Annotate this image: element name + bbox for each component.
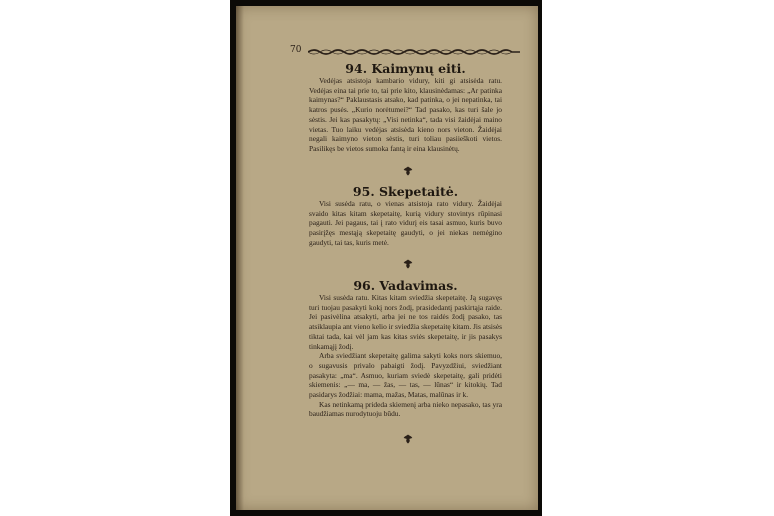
section-paragraph: Arba sviedžiant skepetaitę galima sakyti koks nors skiemuo, o sugavusis privalo pabaigti žodį. Pavyzdžiui, sviedžiant pasakyta: „ma“. Asmuo, kuriam sviedė skepetaitę, gali pridėti skiemenis: „— ma, — žas, — tas, — lūnas“ ir kitokių. Tad pasidarys žodžiai: mama, mažas, Matas, malūnas ir k. — [309, 351, 502, 400]
section-heading: 95. Skepetaitė. — [352, 184, 459, 199]
page-number: 70 — [290, 45, 302, 55]
section-96 — [309, 278, 502, 419]
leaf-ornament-icon — [403, 259, 413, 269]
decorative-rule-icon — [308, 48, 520, 56]
section-paragraph: Kas netinkamą prideda skiemenį arba nieko nepasako, tas yra baudžiamas nurodytuoju būdu. — [309, 399, 502, 419]
book-page — [236, 6, 538, 510]
page-header — [290, 45, 522, 59]
section-paragraph: Visi susėda ratu. Kitas kitam sviedžia skepetaitę. Ją sugavęs turi tuojau pasakyti kokį nors žodį, prasidedantį paskirtąja raide. Jei pasivėlina atsakyti, arba jei ne tos raidės žodį pasako, tas atsiklaupia ant vieno kelio ir sviedžia skepetaitę kitam. Jis atsisės tiktai tada, kai vėl jam kas kitas sviės skepetaitę, ir jis pasakys tinkamąjį žodį. — [309, 293, 502, 351]
section-heading: 96. Vadavimas. — [353, 278, 458, 293]
section-heading: 94. Kaimynų eiti. — [345, 61, 466, 76]
section-paragraph: Vedėjas atsistoja kambario vidury, kiti gi atsisėda ratu. Vedėjas eina tai prie to, tai prie kito, klausinėdamas: „Ar patinka kaimynas?“ Paklaustasis atsako, kad patinka, o jei nepatinka, tai katros pusės. „Kurio norėtumei?“ Tad pasako, kas turi šale jo sėstis. Jei kas pasakytų: „Visi netinka“, tada visi žaidėjai maino vietas. Tuo laiku vedėjas atsisėda kieno nors vieton. Žaidėjai negali kaimyno vieton sėstis, turi toliau pasiieškoti vietos. Pasilikęs be vietos sumoka fantą ir eina klausinėtų. — [309, 76, 502, 153]
leaf-ornament-icon — [403, 434, 413, 444]
page-spine-shadow — [236, 6, 244, 510]
section-94 — [309, 61, 502, 154]
section-paragraph: Visi susėda ratu, o vienas atsistoja rato vidury. Žaidėjai svaido kitas kitam skepetaitę, kurią vidury stovintys rūpinasi pagauti. Jei pagaus, tai į rato vidurį eis tasai asmuo, kuris buvo pasirįžęs mestąją skepetaitę gaudyti, o jei niekas nemėgino gaudyti, tai tas, kuris metė. — [309, 199, 502, 247]
leaf-ornament-icon — [403, 166, 413, 176]
section-95 — [309, 184, 502, 248]
